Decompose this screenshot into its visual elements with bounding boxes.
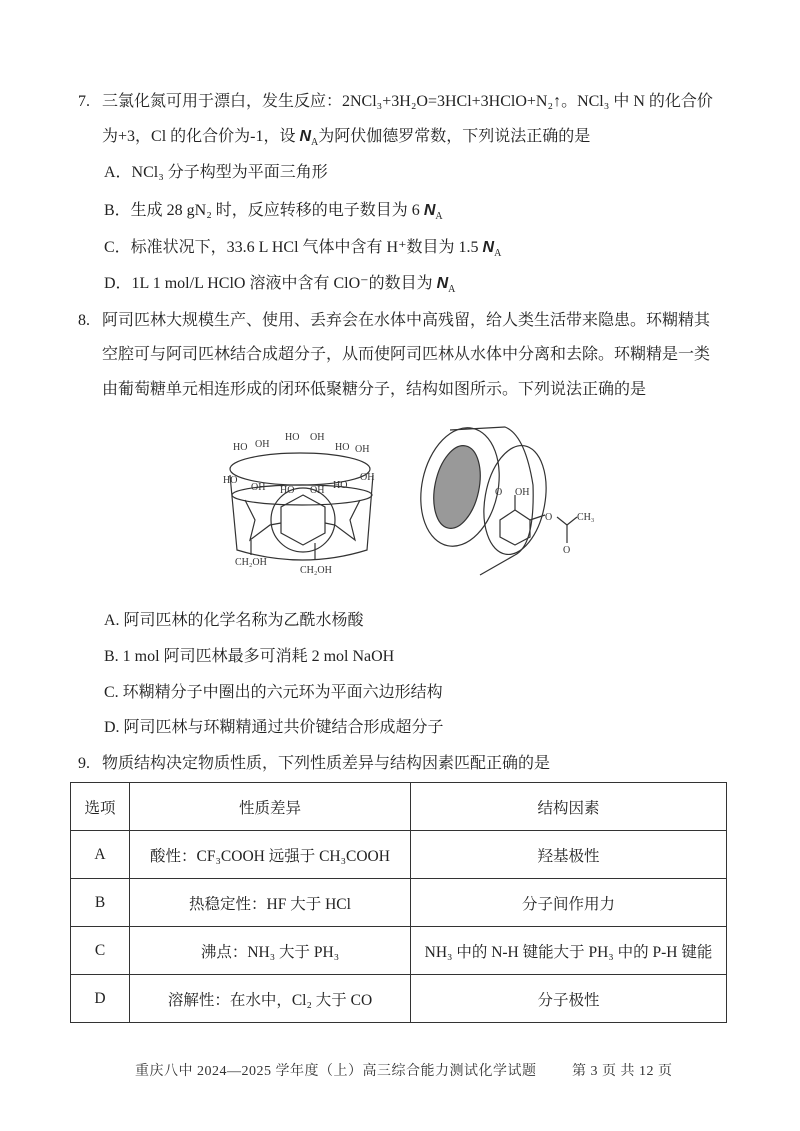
q9-stem: 物质结构决定物质性质，下列性质差异与结构因素匹配正确的是	[102, 755, 551, 772]
table-cell: 分子间作用力	[411, 879, 727, 927]
footer-title: 重庆八中 2024—2025 学年度（上）高三综合能力测试化学试题	[135, 1064, 537, 1079]
q9-number: 9.	[78, 755, 90, 772]
avogadro-symbol: $N_A$	[423, 202, 443, 223]
svg-text:O: O	[563, 545, 571, 556]
q7-stem-pre: 为+3，Cl 的化合价为-1，设	[102, 128, 300, 145]
svg-text:OH: OH	[355, 444, 370, 455]
table-cell: 溶解性：在水中，Cl₂ 大于 CO	[130, 975, 411, 1023]
table-cell: C	[71, 927, 130, 975]
table-cell: 分子极性	[411, 975, 727, 1023]
table-header: 选项	[71, 783, 130, 831]
cyclodextrin-structure	[230, 453, 373, 560]
table-header: 结构因素	[411, 783, 727, 831]
svg-text:CH₃: CH₃	[577, 512, 595, 523]
svg-text:OH: OH	[310, 432, 325, 443]
table-row	[71, 879, 727, 927]
q7-stem-post: 为阿伏伽德罗常数，下列说法正确的是	[318, 128, 591, 145]
svg-text:HO: HO	[223, 475, 238, 486]
q7-option-a: A．NCl₃ 分子构型为平面三角形	[104, 164, 328, 181]
table-cell: 酸性：CF₃COOH 远强于 CH₃COOH	[130, 831, 411, 879]
table-cell: B	[71, 879, 130, 927]
table-cell: 沸点：NH₃ 大于 PH₃	[130, 927, 411, 975]
q8-option-a: A. 阿司匹林的化学名称为乙酰水杨酸	[104, 612, 364, 629]
table-header-row	[71, 783, 727, 831]
footer-page-number: 第 3 页 共 12 页	[572, 1064, 673, 1079]
svg-text:OH: OH	[255, 439, 270, 450]
q8-stem-line: 由葡萄糖单元相连形成的闭环低聚糖分子，结构如图所示。下列说法正确的是	[102, 381, 647, 398]
q8-option-b: B. 1 mol 阿司匹林最多可消耗 2 mol NaOH	[104, 648, 395, 665]
q8-stem-line: 阿司匹林大规模生产、使用、丢弃会在水体中高残留，给人类生活带来隐患。环糊精其	[102, 312, 711, 329]
svg-text:O: O	[495, 487, 503, 498]
table-row	[71, 831, 727, 879]
cyclodextrin-aspirin-diagram	[215, 425, 595, 585]
q7-stem-line1: 三氯化氮可用于漂白，发生反应：2NCl₃+3H₂O=3HCl+3HClO+N₂↑。NCl₃ 中 N 的化合价	[102, 93, 713, 110]
q7-option-c: C．标准状况下，33.6 L HCl 气体中含有 H⁺数目为 1.5 $N_A$	[104, 239, 502, 260]
svg-text:OH: OH	[360, 472, 375, 483]
q7-number: 7.	[78, 93, 90, 110]
avogadro-symbol: $N_A$	[299, 128, 319, 149]
svg-text:OH: OH	[515, 487, 530, 498]
svg-text:HO: HO	[335, 442, 350, 453]
q9-table	[70, 782, 727, 1023]
svg-text:CH₂OH: CH₂OH	[300, 565, 332, 576]
svg-text:HO: HO	[333, 480, 348, 491]
table-cell: 羟基极性	[411, 831, 727, 879]
svg-text:OH: OH	[310, 485, 325, 496]
table-cell: A	[71, 831, 130, 879]
aspirin-labels	[495, 487, 594, 556]
svg-text:HO: HO	[285, 432, 300, 443]
q7-option-b: B．生成 28 gN₂ 时，反应转移的电子数目为 6 $N_A$	[104, 202, 443, 223]
table-cell: NH₃ 中的 N-H 键能大于 PH₃ 中的 P-H 键能	[411, 927, 727, 975]
svg-text:CH₂OH: CH₂OH	[235, 557, 267, 568]
avogadro-symbol: $N_A$	[436, 275, 456, 296]
table-header: 性质差异	[130, 783, 411, 831]
table-row	[71, 927, 727, 975]
svg-text:O: O	[545, 512, 553, 523]
table-cell: 热稳定性：HF 大于 HCl	[130, 879, 411, 927]
avogadro-symbol: $N_A$	[482, 239, 502, 260]
q8-stem-line: 空腔可与阿司匹林结合成超分子，从而使阿司匹林从水体中分离和去除。环糊精是一类	[102, 346, 711, 363]
table-row	[71, 975, 727, 1023]
svg-text:HO: HO	[280, 485, 295, 496]
svg-text:OH: OH	[251, 482, 266, 493]
table-cell: D	[71, 975, 130, 1023]
q7-stem-line2	[102, 127, 590, 153]
q8-option-d: D. 阿司匹林与环糊精通过共价键结合形成超分子	[104, 719, 444, 736]
q8-number: 8.	[78, 312, 90, 329]
q8-option-c: C. 环糊精分子中圈出的六元环为平面六边形结构	[104, 684, 443, 701]
svg-text:HO: HO	[233, 442, 248, 453]
q7-option-d: D．1L 1 mol/L HClO 溶液中含有 ClO⁻的数目为 $N_A$	[104, 275, 456, 296]
torus-with-aspirin	[410, 425, 577, 575]
